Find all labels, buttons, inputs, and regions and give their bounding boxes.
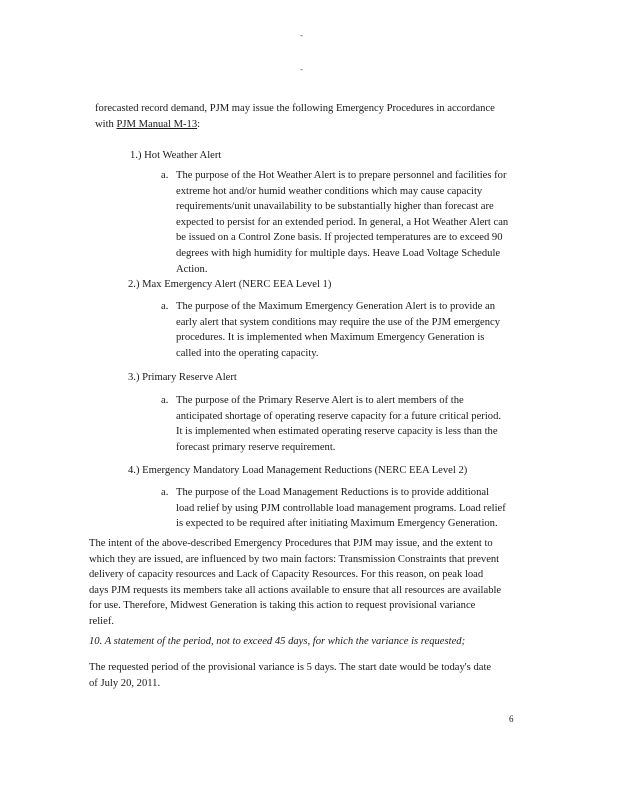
item-heading: 4.) Emergency Mandatory Load Management Reductions (NERC EEA Level 2) [128,465,468,476]
text-line: expected to persist for an extended period. In general, a Hot Weather Alert can [176,216,509,228]
pjm-manual-link[interactable]: PJM Manual M-13 [116,118,198,130]
text-line: forecasted record demand, PJM may issue the following Emergency Procedures in accordance [95,103,495,114]
text-line: The purpose of the Maximum Emergency Generation Alert is to provide an [176,301,496,312]
item-paragraph [176,485,506,532]
text-line [95,117,495,133]
text-line: Action. [176,263,208,275]
text-fragment: with [95,118,117,130]
text-line: of July 20, 2011. [89,677,161,689]
text-line: anticipated shortage of operating reserve capacity for a future critical period. [176,410,502,422]
top-mark: - [300,30,303,40]
item-letter: a. [161,301,169,312]
text-fragment: : [197,118,201,130]
page-number: 6 [509,714,514,724]
text-line: The purpose of the Primary Reserve Alert is to alert members of the [176,395,464,406]
item-paragraph [176,168,508,277]
section-10-paragraph [89,660,491,691]
item-heading: 3.) Primary Reserve Alert [128,372,237,383]
section-10-heading: 10. A statement of the period, not to exceed 45 days, for which the variance is requested; [89,636,466,647]
text-line: requirements/unit unavailability to be substantially higher than forecast are [176,201,494,213]
intro-paragraph [95,101,495,132]
text-line: degrees with high humidity for multiple days. Heave Load Voltage Schedule [176,247,501,259]
text-line: extreme hot and/or humid weather conditions which may cause capacity [176,185,483,197]
item-heading: 1.) Hot Weather Alert [130,150,222,161]
text-line: for use. Therefore, Midwest Generation is taking this action to request provisional variance [89,600,476,612]
text-line: delivery of capacity resources and Lack of Capacity Resources. For this reason, on peak load [89,569,484,581]
text-line: called into the operating capacity. [176,347,319,359]
text-line: which they are issued, are influenced by two main factors: Transmission Constraints that prevent [89,553,500,565]
text-line: forecast primary reserve requirement. [176,441,336,453]
text-line: early alert that system conditions may require the use of the PJM emergency [176,316,500,328]
text-line: The purpose of the Hot Weather Alert is to prepare personnel and facilities for [176,170,507,181]
conclusion-paragraph [89,536,501,630]
text-line: The intent of the above-described Emergency Procedures that PJM may issue, and the extent to [89,538,493,549]
text-line: days PJM requests its members take all actions available to ensure that all resources are available [89,584,502,596]
text-line: be issued on a Control Zone basis. If projected temperatures are to exceed 90 [176,232,503,244]
text-line: The requested period of the provisional variance is 5 days. The start date would be today's date [89,662,492,673]
item-letter: a. [161,395,169,406]
text-line: procedures. It is implemented when Maximum Emergency Generation is [176,332,485,344]
text-line: The purpose of the Load Management Reductions is to provide additional [176,487,490,498]
text-line: is expected to be required after initiating Maximum Emergency Generation. [176,518,498,530]
text-line: relief. [89,615,114,627]
item-paragraph [176,299,500,361]
item-letter: a. [161,487,169,498]
item-heading: 2.) Max Emergency Alert (NERC EEA Level 1) [128,279,332,290]
item-letter: a. [161,170,169,181]
top-mark: - [300,64,303,74]
text-line: It is implemented when estimated operating reserve capacity is less than the [176,426,498,438]
text-line: load relief by using PJM controllable load management programs. Load relief [176,502,506,514]
item-paragraph [176,393,501,455]
